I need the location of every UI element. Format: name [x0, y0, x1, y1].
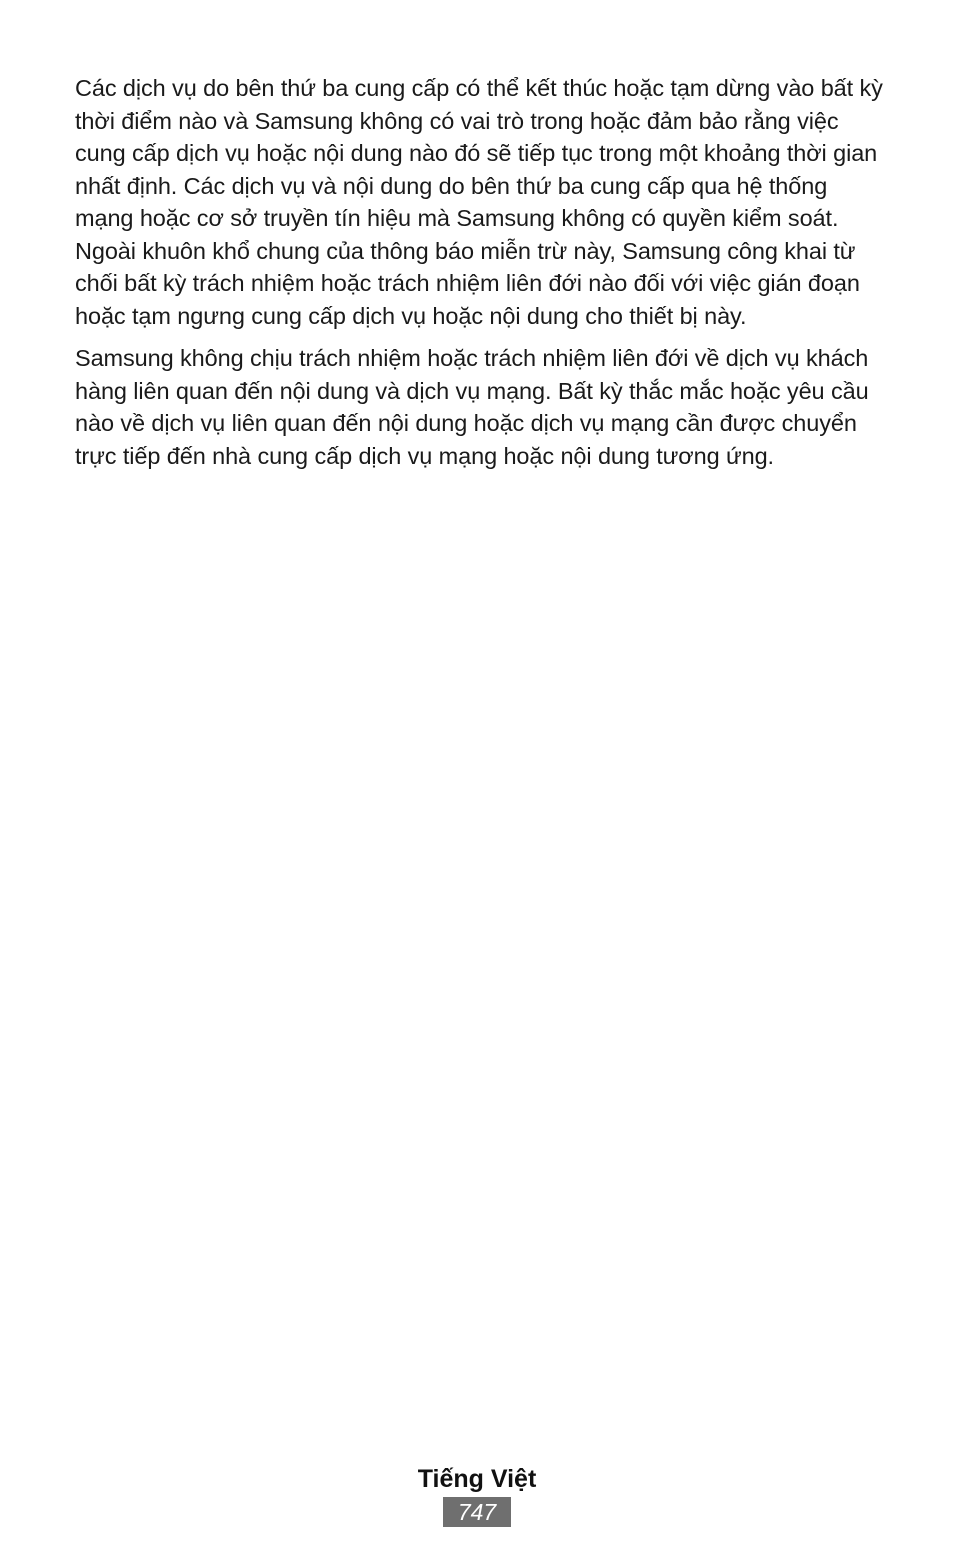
footer-language-label: Tiếng Việt	[417, 1465, 537, 1493]
page-footer	[0, 1462, 954, 1527]
paragraph-customer-service: Samsung không chịu trách nhiệm hoặc trách nhiệm liên đới về dịch vụ khách hàng liên quan đến nội dung và dịch vụ mạng. Bất kỳ thắc mắc hoặc yêu cầu nào về dịch vụ liên quan đến nội dung hoặc dịch vụ mạng cần được chuyển trực tiếp đến nhà cung cấp dịch vụ mạng hoặc nội dung tương ứng.	[75, 345, 869, 469]
page-number-badge: 747	[443, 1497, 511, 1527]
document-body	[75, 72, 887, 482]
paragraph-third-party-services: Các dịch vụ do bên thứ ba cung cấp có thể kết thúc hoặc tạm dừng vào bất kỳ thời điểm nào và Samsung không có vai trò trong hoặc đảm bảo rằng việc cung cấp dịch vụ hoặc nội dung nào đó sẽ tiếp tục trong một khoảng thời gian nhất định. Các dịch vụ và nội dung do bên thứ ba cung cấp qua hệ thống mạng hoặc cơ sở truyền tín hiệu mà Samsung không có quyền kiểm soát. Ngoài khuôn khổ chung của thông báo miễn trừ này, Samsung công khai từ chối bất kỳ trách nhiệm hoặc trách nhiệm liên đới nào đối với việc gián đoạn hoặc tạm ngưng cung cấp dịch vụ hoặc nội dung cho thiết bị này.	[75, 75, 883, 329]
